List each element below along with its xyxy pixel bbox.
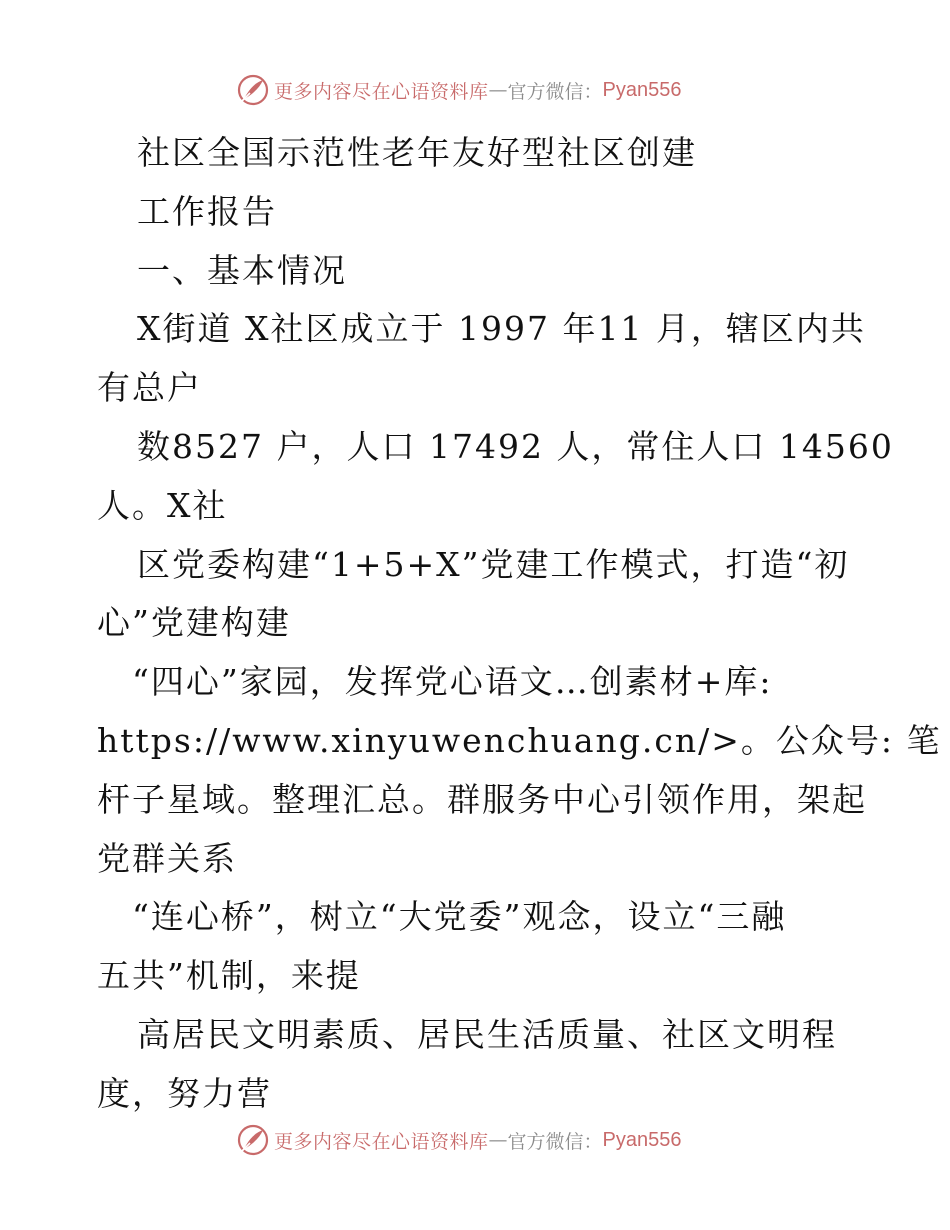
- watermark-separator: —: [488, 1129, 508, 1151]
- watermark-separator: —: [488, 79, 508, 101]
- watermark-brand: 更多内容尽在心语资料库: [274, 80, 489, 103]
- paragraph-line: 五共”机制，来提: [97, 956, 361, 996]
- paragraph-line: 心”党建构建: [97, 603, 291, 643]
- watermark-brand: 更多内容尽在心语资料库: [274, 1130, 489, 1153]
- paragraph-line: 党群关系: [97, 838, 237, 878]
- paragraph-line: 高居民文明素质、居民生活质量、社区文明程: [137, 1014, 837, 1054]
- feather-pen-logo-icon: [236, 1123, 270, 1157]
- paragraph-line: X街道 X社区成立于 1997 年11 月，辖区内共: [137, 309, 866, 349]
- document-title-line-1: 社区全国示范性老年友好型社区创建: [137, 133, 697, 172]
- footer-watermark: [236, 1122, 682, 1158]
- paragraph-line: 有总户: [97, 368, 202, 408]
- paragraph-line: 数8527 户，人口 17492 人，常住人口 14560: [137, 426, 894, 466]
- paragraph-line: “连心桥”，树立“大党委”观念，设立“三融: [132, 897, 787, 937]
- document-body: [97, 124, 942, 1124]
- paragraph-line-url: https://www.xinyuwenchuang.cn/>。公众号: 笔: [97, 720, 942, 760]
- document-title-line-2: 工作报告: [137, 191, 277, 231]
- header-watermark: [236, 72, 682, 108]
- watermark-wechat-id: Pyan556: [602, 1128, 682, 1151]
- paragraph-line: 区党委构建“1+5+X”党建工作模式，打造“初: [137, 544, 850, 584]
- paragraph-line: “四心”家园，发挥党心语文…创素材+库:: [132, 662, 773, 702]
- paragraph-line: 度，努力营: [97, 1073, 272, 1113]
- section-heading: 一、基本情况: [137, 250, 347, 290]
- paragraph-line: 杆子星域。整理汇总。群服务中心引领作用，架起: [97, 779, 867, 819]
- watermark-official-label: 官方微信：: [507, 1130, 603, 1153]
- watermark-official-label: 官方微信：: [507, 80, 603, 103]
- feather-pen-logo-icon: [236, 73, 270, 107]
- paragraph-line: 人。X社: [97, 485, 228, 525]
- watermark-wechat-id: Pyan556: [602, 78, 682, 101]
